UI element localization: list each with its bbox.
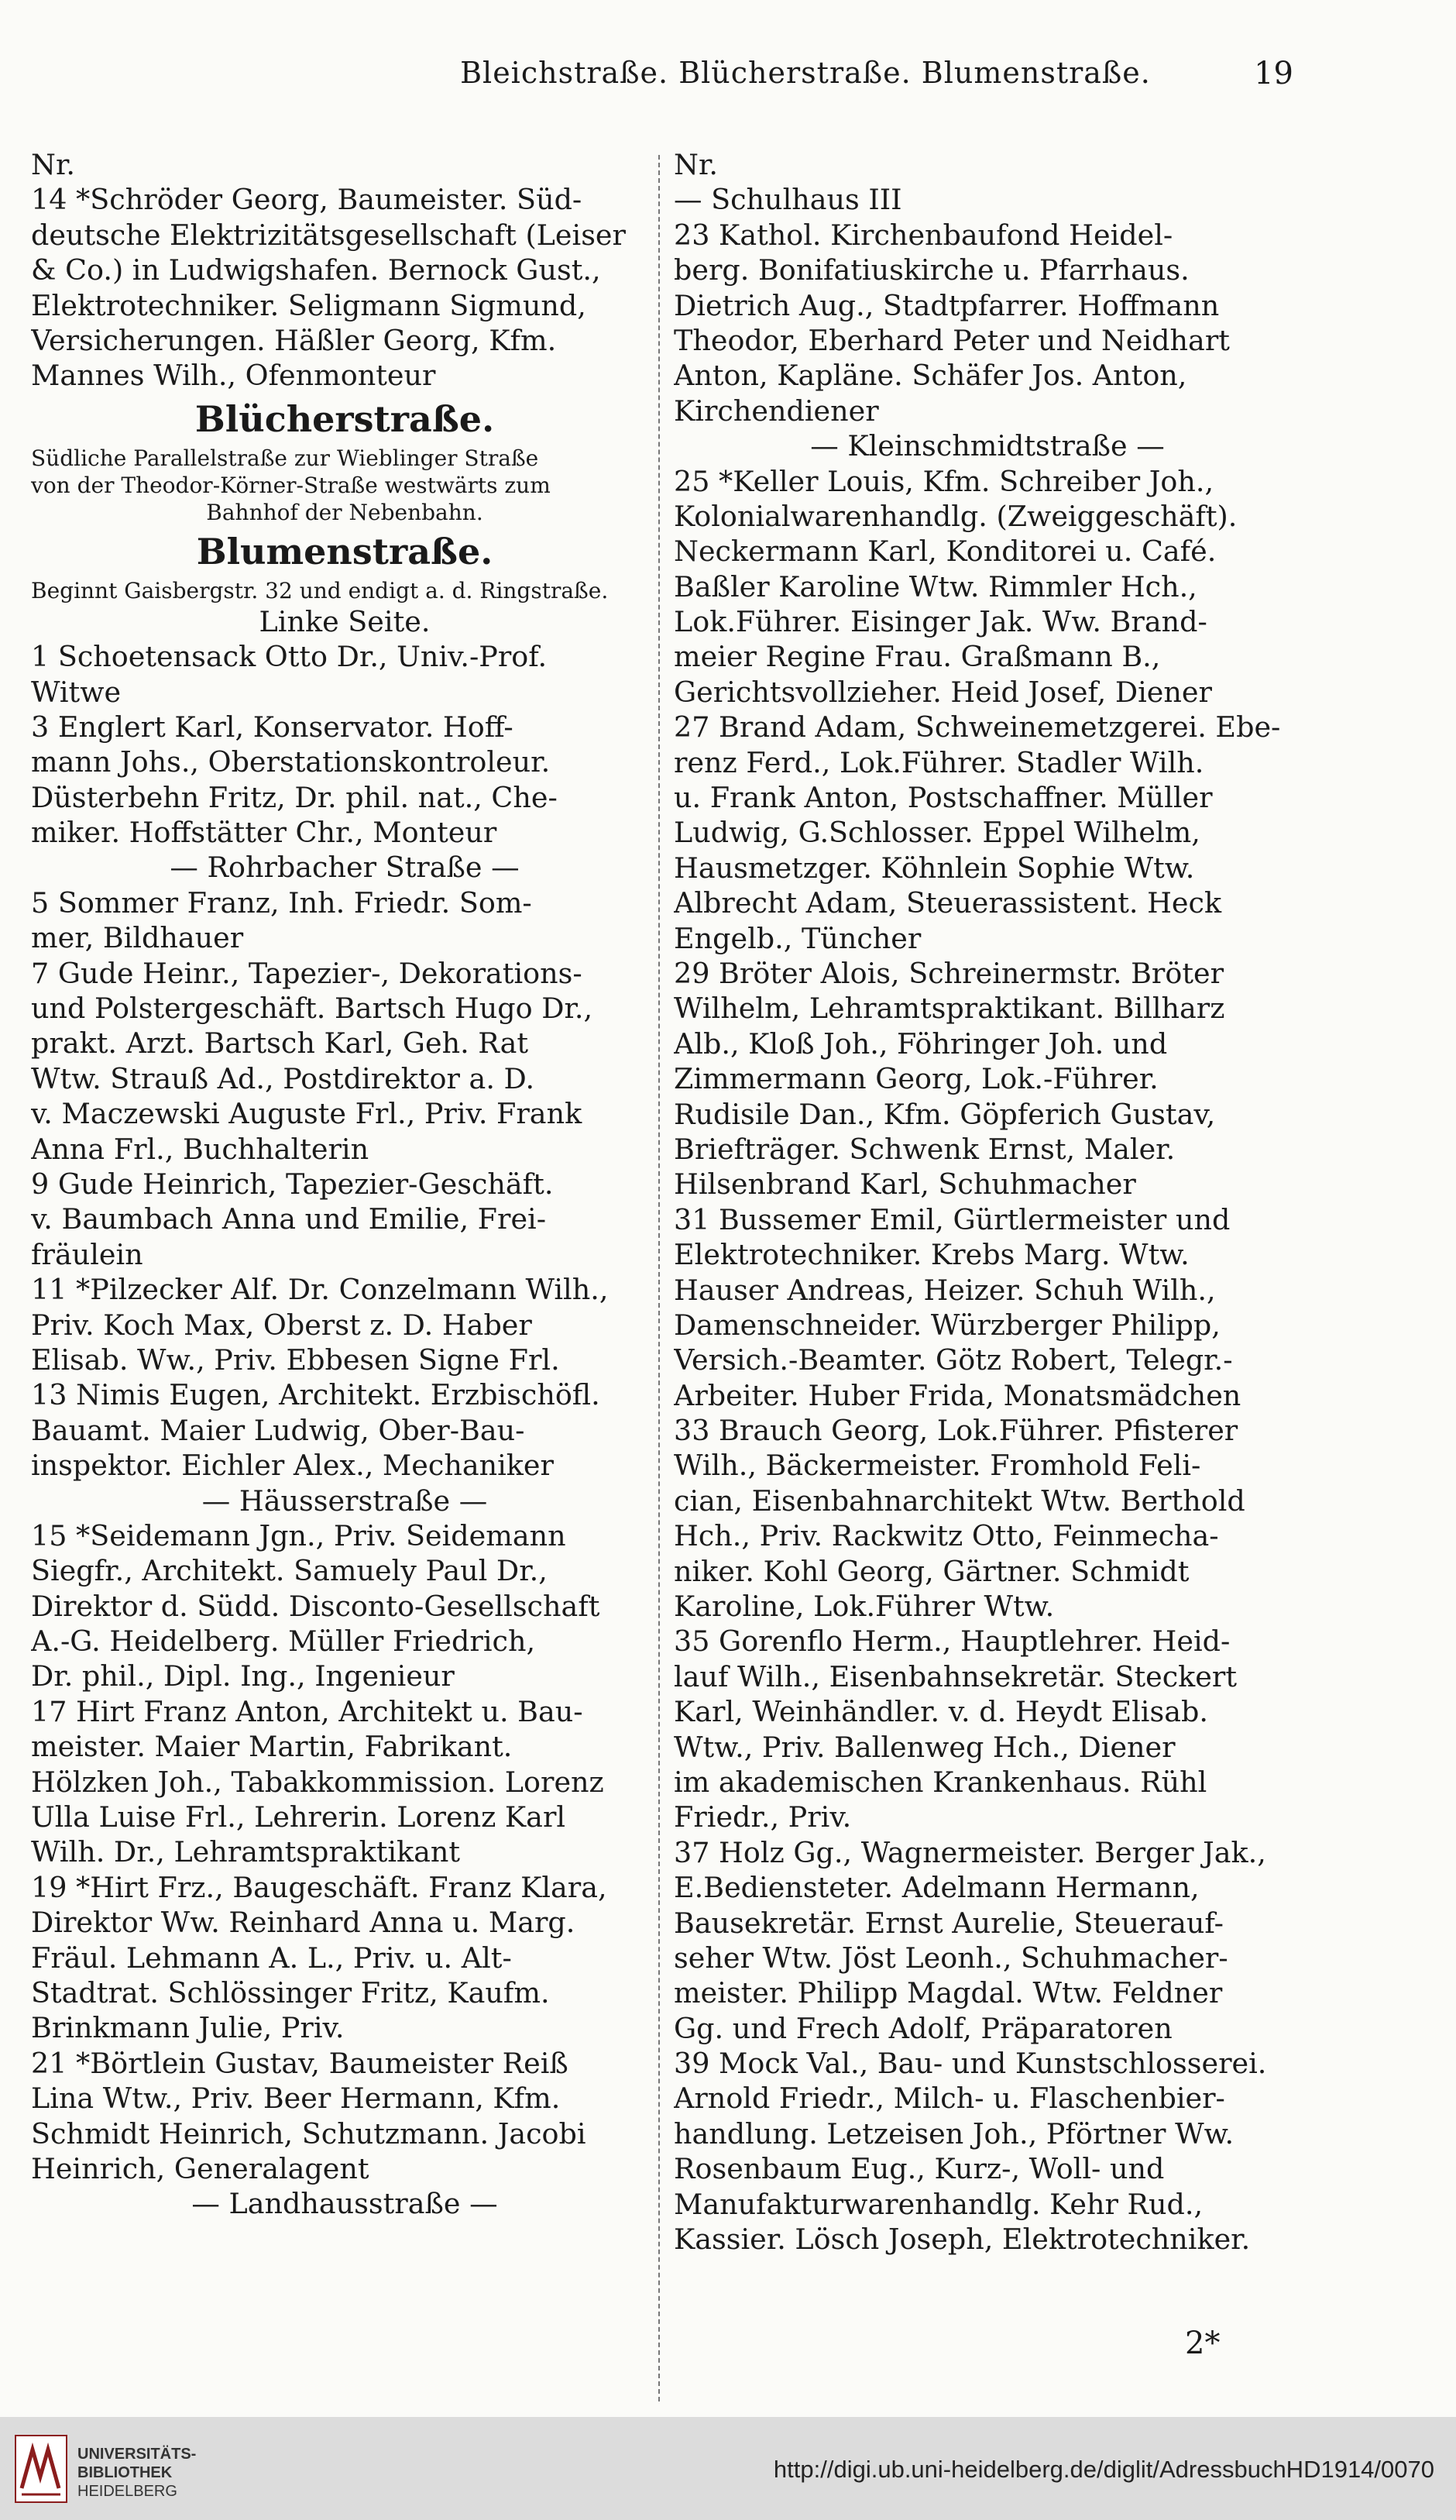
entry-line: Manufakturwarenhandlg. Kehr Rud., — [674, 2187, 1204, 2221]
entry-line: 3 Englert Karl, Konservator. Hoff- — [31, 710, 513, 744]
entry-line: Albrecht Adam, Steuerassistent. Heck — [674, 886, 1222, 920]
entry-line: Wilh. Dr., Lehramtspraktikant — [31, 1835, 461, 1869]
entry-line: v. Baumbach Anna und Emilie, Frei- — [31, 1202, 547, 1236]
entry-line: Anna Frl., Buchhalterin — [31, 1132, 369, 1166]
entry-line: Priv. Koch Max, Oberst z. D. Haber — [31, 1308, 532, 1342]
entry-line: Heinrich, Generalagent — [31, 2151, 369, 2185]
entry-line: Theodor, Eberhard Peter und Neidhart — [674, 323, 1230, 357]
entry-line: Zimmermann Georg, Lok.-Führer. — [674, 1062, 1159, 1096]
institution-line-1: UNIVERSITÄTS- — [77, 2446, 197, 2463]
entry-line: Hölzken Joh., Tabakkommission. Lorenz — [31, 1765, 604, 1799]
entry-line: Neckermann Karl, Konditorei u. Café. — [674, 535, 1217, 569]
entry-line: 35 Gorenflo Herm., Hauptlehrer. Heid- — [674, 1624, 1231, 1659]
entry-line: mer, Bildhauer — [31, 921, 244, 955]
source-url[interactable]: http://digi.ub.uni-heidelberg.de/diglit/AdressbuchHD1914/0070 — [773, 2456, 1434, 2483]
entry-line: Mannes Wilh., Ofenmonteur — [31, 359, 436, 393]
entry-line: handlung. Letzeisen Joh., Pförtner Ww. — [674, 2116, 1235, 2150]
entry-line: Karl, Weinhändler. v. d. Heydt Elisab. — [674, 1695, 1208, 1729]
entry-line: lauf Wilh., Eisenbahnsekretär. Steckert — [674, 1659, 1238, 1693]
entry-line: Bauamt. Maier Ludwig, Ober-Bau- — [31, 1413, 525, 1447]
entry-line: 31 Bussemer Emil, Gürtlermeister und — [674, 1202, 1231, 1236]
entry-line: Wtw. Strauß Ad., Postdirektor a. D. — [31, 1061, 535, 1095]
entry-line: Engelb., Tüncher — [674, 921, 922, 955]
entry-line: Direktor d. Südd. Disconto-Gesellschaft — [31, 1589, 600, 1623]
column-divider — [658, 155, 660, 2401]
entry-line: 17 Hirt Franz Anton, Architekt u. Bau- — [31, 1694, 583, 1728]
entry-line: 23 Kathol. Kirchenbaufond Heidel- — [674, 218, 1173, 252]
entry-line: Hch., Priv. Rackwitz Otto, Feinmecha- — [674, 1519, 1219, 1553]
institution-name — [77, 2445, 196, 2501]
entry-line: Rudisile Dan., Kfm. Göpferich Gustav, — [674, 1097, 1216, 1131]
entry-line: Versicherungen. Häßler Georg, Kfm. — [31, 323, 557, 357]
entry-line: Friedr., Priv. — [674, 1800, 852, 1834]
entry-line: Lina Wtw., Priv. Beer Hermann, Kfm. — [31, 2082, 561, 2116]
entry-line: im akademischen Krankenhaus. Rühl — [674, 1765, 1207, 1799]
entry-line: Bausekretär. Ernst Aurelie, Steuerauf- — [674, 1906, 1224, 1940]
entry-line: 39 Mock Val., Bau- und Kunstschlosserei. — [674, 2047, 1267, 2081]
entry-line: Elektrotechniker. Seligmann Sigmund, — [31, 288, 586, 322]
entry-line: 1 Schoetensack Otto Dr., Univ.-Prof. — [31, 640, 548, 674]
cross-street-marker: — Rohrbacher Straße — — [170, 851, 520, 885]
entry-line: A.-G. Heidelberg. Müller Friedrich, — [31, 1624, 536, 1659]
entry-line: Dietrich Aug., Stadtpfarrer. Hoffmann — [674, 288, 1220, 322]
entry-line: E.Bediensteter. Adelmann Hermann, — [674, 1871, 1200, 1905]
cross-street-marker: — Landhausstraße — — [191, 2187, 498, 2221]
running-head: Bleichstraße. Blücherstraße. Blumenstraße. — [460, 56, 1151, 90]
entry-line: Rosenbaum Eug., Kurz-, Woll- und — [674, 2152, 1165, 2186]
entry-line: Gerichtsvollzieher. Heid Josef, Diener — [674, 675, 1212, 709]
entry-line: 14 *Schröder Georg, Baumeister. Süd- — [31, 183, 582, 217]
entry-line: Schmidt Heinrich, Schutzmann. Jacobi — [31, 2116, 586, 2150]
entry-line: deutsche Elektrizitätsgesellschaft (Leiser — [31, 218, 626, 252]
street-description: Bahnhof der Nebenbahn. — [206, 499, 483, 525]
institution-line-2: BIBLIOTHEK — [77, 2464, 173, 2481]
street-description: Südliche Parallelstraße zur Wieblinger Straße — [31, 445, 539, 471]
entry-line: seher Wtw. Jöst Leonh., Schuhmacher- — [674, 1941, 1228, 1975]
entry-line: und Polstergeschäft. Bartsch Hugo Dr., — [31, 992, 593, 1026]
entry-line: 29 Bröter Alois, Schreinermstr. Bröter — [674, 956, 1224, 990]
entry-line: mann Johs., Oberstationskontroleur. — [31, 745, 551, 779]
entry-line: Ulla Luise Frl., Lehrerin. Lorenz Karl — [31, 1800, 566, 1834]
entry-line: berg. Bonifatiuskirche u. Pfarrhaus. — [674, 253, 1190, 287]
entry-line: Nr. — [31, 148, 75, 181]
entry-line: 13 Nimis Eugen, Architekt. Erzbischöfl. — [31, 1378, 600, 1412]
entry-line: meister. Philipp Magdal. Wtw. Feldner — [674, 1976, 1223, 2010]
entry-line: Wtw., Priv. Ballenweg Hch., Diener — [674, 1730, 1176, 1764]
entry-line: fräulein — [31, 1237, 143, 1271]
entry-line: Nr. — [674, 148, 718, 181]
entry-line: miker. Hoffstätter Chr., Monteur — [31, 816, 497, 850]
entry-line: Hausmetzger. Köhnlein Sophie Wtw. — [674, 851, 1195, 885]
library-logo-icon — [14, 2434, 68, 2504]
entry-line: Briefträger. Schwenk Ernst, Maler. — [674, 1132, 1176, 1166]
entry-line: meister. Maier Martin, Fabrikant. — [31, 1730, 513, 1764]
entry-line: Gg. und Frech Adolf, Präparatoren — [674, 2011, 1173, 2045]
entry-line: Kassier. Lösch Joseph, Elektrotechniker. — [674, 2223, 1251, 2257]
entry-line: Karoline, Lok.Führer Wtw. — [674, 1590, 1055, 1624]
entry-line: Versich.-Beamter. Götz Robert, Telegr.- — [674, 1343, 1233, 1377]
entry-line: Hauser Andreas, Heizer. Schuh Wilh., — [674, 1273, 1216, 1307]
entry-line: v. Maczewski Auguste Frl., Priv. Frank — [31, 1097, 582, 1131]
entry-line: 7 Gude Heinr., Tapezier-, Dekorations- — [31, 956, 582, 990]
cross-street-marker: — Kleinschmidtstraße — — [810, 429, 1165, 463]
cross-street-marker: Linke Seite. — [259, 604, 431, 638]
entry-line: 21 *Börtlein Gustav, Baumeister Reiß — [31, 2046, 568, 2080]
street-heading: Blücherstraße. — [194, 397, 495, 440]
entry-line: Elisab. Ww., Priv. Ebbesen Signe Frl. — [31, 1343, 560, 1377]
page-number: 19 — [1254, 56, 1293, 91]
entry-line: Witwe — [31, 675, 122, 709]
entry-line: inspektor. Eichler Alex., Mechaniker — [31, 1449, 554, 1483]
entry-line: & Co.) in Ludwigshafen. Bernock Gust., — [31, 253, 601, 287]
entry-line: — Schulhaus III — [674, 183, 902, 217]
right-column — [674, 147, 1301, 2257]
entry-line: 11 *Pilzecker Alf. Dr. Conzelmann Wilh., — [31, 1273, 609, 1307]
entry-line: Alb., Kloß Joh., Föhringer Joh. und — [674, 1026, 1168, 1061]
entry-line: prakt. Arzt. Bartsch Karl, Geh. Rat — [31, 1026, 529, 1061]
entry-line: renz Ferd., Lok.Führer. Stadler Wilh. — [674, 745, 1204, 779]
entry-line: Stadtrat. Schlössinger Fritz, Kaufm. — [31, 1975, 550, 2009]
cross-street-marker: — Häusserstraße — — [201, 1483, 488, 1518]
signature-mark: 2* — [1185, 2326, 1221, 2361]
footer-bar — [0, 2417, 1456, 2520]
entry-line: Kolonialwarenhandlg. (Zweiggeschäft). — [674, 499, 1238, 533]
street-description: von der Theodor-Körner-Straße westwärts zum — [31, 472, 551, 498]
entry-line: Brinkmann Julie, Priv. — [31, 2011, 345, 2045]
street-heading: Blumenstraße. — [196, 530, 493, 572]
left-column — [31, 147, 658, 2222]
entry-line: 27 Brand Adam, Schweinemetzgerei. Ebe- — [674, 710, 1281, 744]
entry-line: niker. Kohl Georg, Gärtner. Schmidt — [674, 1554, 1190, 1588]
entry-line: 19 *Hirt Frz., Baugeschäft. Franz Klara, — [31, 1870, 607, 1904]
entry-line: Arnold Friedr., Milch- u. Flaschenbier- — [674, 2082, 1225, 2116]
entry-line: Siegfr., Architekt. Samuely Paul Dr., — [31, 1554, 548, 1588]
entry-line: meier Regine Frau. Graßmann B., — [674, 640, 1161, 674]
entry-line: Arbeiter. Huber Frida, Monatsmädchen — [674, 1378, 1241, 1412]
entry-line: Direktor Ww. Reinhard Anna u. Marg. — [31, 1906, 575, 1940]
entry-line: Kirchendiener — [674, 394, 879, 428]
entry-line: Baßler Karoline Wtw. Rimmler Hch., — [674, 569, 1197, 603]
entry-line: 33 Brauch Georg, Lok.Führer. Pfisterer — [674, 1414, 1238, 1448]
entry-line: 15 *Seidemann Jgn., Priv. Seidemann — [31, 1518, 566, 1552]
entry-line: Dr. phil., Dipl. Ing., Ingenieur — [31, 1659, 455, 1693]
entry-line: Düsterbehn Fritz, Dr. phil. nat., Che- — [31, 780, 558, 814]
entry-line: Elektrotechniker. Krebs Marg. Wtw. — [674, 1238, 1190, 1272]
entry-line: Lok.Führer. Eisinger Jak. Ww. Brand- — [674, 605, 1207, 639]
entry-line: 5 Sommer Franz, Inh. Friedr. Som- — [31, 885, 532, 920]
entry-line: 37 Holz Gg., Wagnermeister. Berger Jak., — [674, 1835, 1266, 1869]
entry-line: Anton, Kapläne. Schäfer Jos. Anton, — [674, 359, 1187, 393]
entry-line: 9 Gude Heinrich, Tapezier-Geschäft. — [31, 1167, 554, 1201]
institution-line-3: HEIDELBERG — [77, 2483, 177, 2500]
entry-line: cian, Eisenbahnarchitekt Wtw. Berthold — [674, 1483, 1245, 1518]
entry-line: u. Frank Anton, Postschaffner. Müller — [674, 781, 1213, 815]
entry-line: 25 *Keller Louis, Kfm. Schreiber Joh., — [674, 464, 1214, 498]
entry-line: Ludwig, G.Schlosser. Eppel Wilhelm, — [674, 816, 1200, 850]
entry-line: Wilh., Bäckermeister. Fromhold Feli- — [674, 1449, 1201, 1483]
entry-line: Hilsenbrand Karl, Schuhmacher — [674, 1167, 1136, 1202]
entry-line: Fräul. Lehmann A. L., Priv. u. Alt- — [31, 1941, 512, 1975]
street-description: Beginnt Gaisbergstr. 32 und endigt a. d. Ringstraße. — [31, 577, 609, 603]
entry-line: Damenschneider. Würzberger Philipp, — [674, 1308, 1221, 1342]
entry-line: Wilhelm, Lehramtspraktikant. Billharz — [674, 992, 1225, 1026]
